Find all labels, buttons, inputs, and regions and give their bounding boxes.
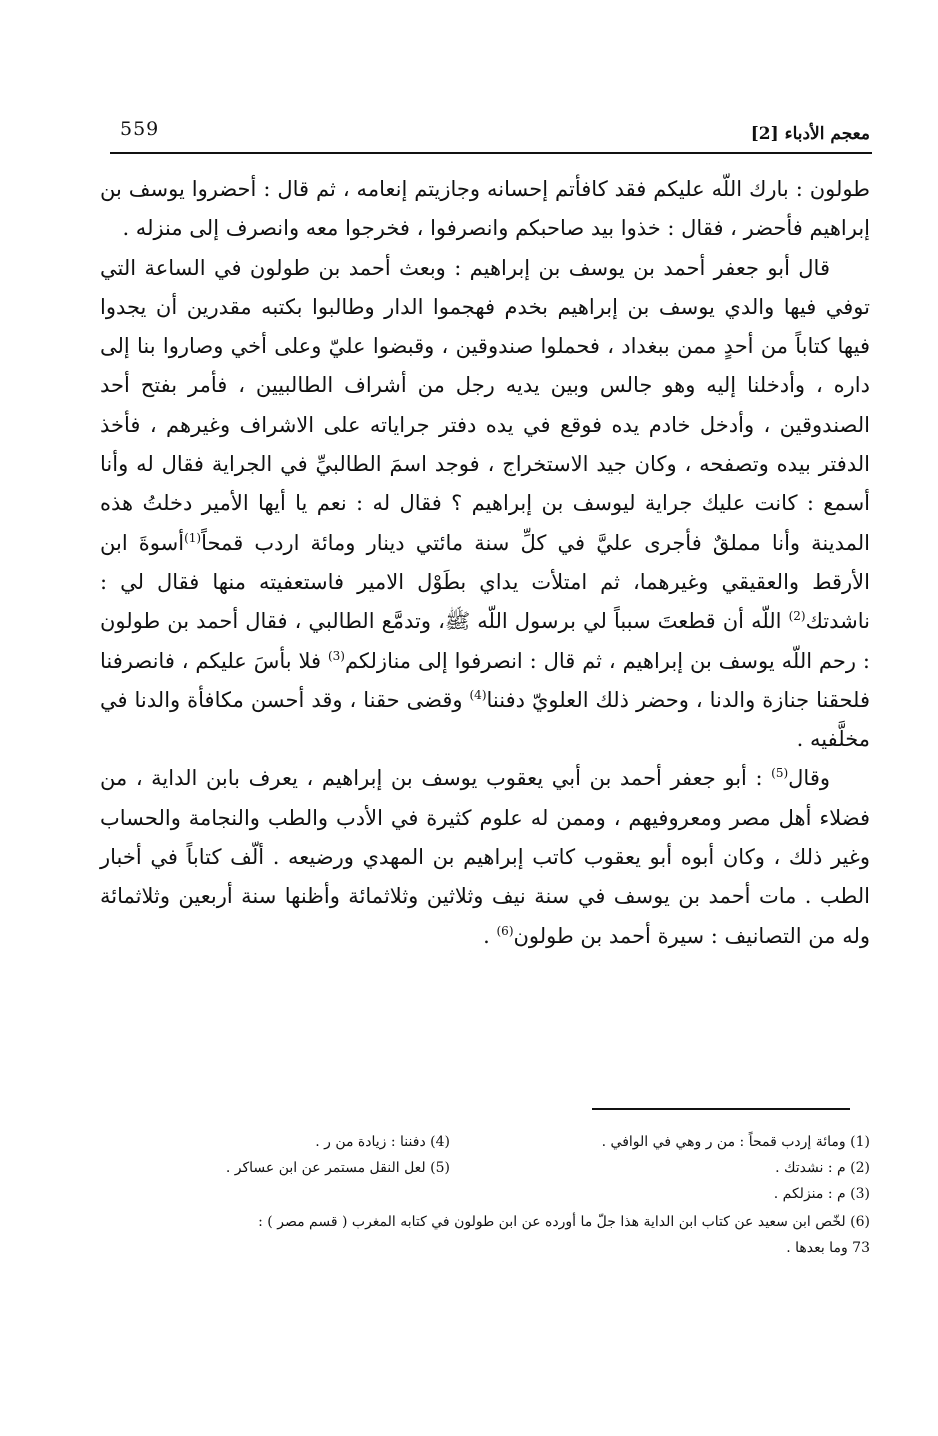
paragraph-3-text-b: : أبو جعفر أحمد بن أبي يعقوب يوسف بن إبراهيم ، يعرف بابن الداية ، من فضلاء أهل مصر ومعروفيهم ، وممن له علوم كثيرة في الأدب والطب والنجامة والحساب وغير ذلك ، وكان أبوه أبو يعقوب كاتب إبراهيم بن المهدي ورضيعه . ألّف كتاباً في أخبار الطب . مات أحمد بن يوسف في سنة نيف وثلاثين وثلاثمائة وأظنها سنة أربعين وثلاثمائة وله من التصانيف : سيرة أحمد بن طولون [100, 766, 870, 948]
footnote-1: (1) ومائة إردب قمحاً : من ر وهي في الوافي . [601, 1134, 870, 1150]
footnote-divider [592, 1108, 850, 1110]
footnotes [100, 1130, 870, 1262]
footnotes-column-left [100, 1130, 450, 1208]
footnote-ref-1[interactable]: (1) [184, 530, 202, 545]
paragraph-1 [100, 170, 870, 249]
footnote-6-continuation: 73 وما بعدها . [786, 1240, 870, 1256]
main-text [100, 170, 870, 956]
paragraph-1-text: طولون : بارك اللّه عليكم فقد كافأتم إحسانه وجازيتم إنعامه ، ثم قال : أحضروا يوسف بن إبراهيم فأحضر ، فقال : خذوا بيد صاحبكم وانصرفوا ، فخرجوا معه وانصرف إلى منزله . [100, 177, 870, 241]
footnotes-column-right [470, 1130, 870, 1208]
footnote-ref-2[interactable]: (2) [788, 609, 806, 624]
footnote-6: (6) لخّص ابن سعيد عن كتاب ابن الداية هذا جلّ ما أورده عن ابن طولون في كتابه المغرب ( قسم مصر ) : [258, 1214, 870, 1230]
paragraph-2-text-d: فلا بأسَ عليكم ، فانصرفنا فلحقنا جنازة والدنا ، وحضر ذلك العلويّ دفننا [100, 648, 870, 712]
footnote-ref-3[interactable]: (3) [327, 648, 345, 663]
paragraph-3-text-c: . [483, 923, 497, 948]
footnote-3: (3) م : منزلكم . [773, 1186, 870, 1202]
paragraph-2-text-c: اللّه أن قطعتَ سبباً لي برسول اللّه ﷺ، وتدمَّع الطالبي ، فقال أحمد بن طولون : رحم اللّه يوسف بن إبراهيم ، ثم قال : انصرفوا إلى منازلكم [100, 609, 871, 673]
paragraph-3 [100, 759, 870, 955]
footnote-5: (5) لعل النقل مستمر عن ابن عساكر . [225, 1160, 450, 1176]
footnote-ref-6[interactable]: (6) [496, 923, 514, 938]
paragraph-3-text-a: وقال [788, 766, 830, 791]
footnote-4: (4) دفننا : زيادة من ر . [315, 1134, 450, 1150]
page-header [110, 112, 870, 152]
footnotes-grid [100, 1130, 870, 1208]
paragraph-2 [100, 249, 870, 760]
paragraph-2-text-b: أسوةَ ابن الأرقط والعقيقي وغيرهما، ثم امتلأت يداي بطَوْل الامير فاستعفيته منها فقال لي : ناشدتك [100, 530, 870, 634]
footnote-2: (2) م : نشدتك . [775, 1160, 870, 1176]
paragraph-2-text-e: وقضى حقنا ، وقد أحسن مكافأة والدنا في مخلَّفيه . [100, 687, 870, 752]
footnote-ref-5[interactable]: (5) [771, 766, 789, 781]
header-divider [110, 152, 872, 154]
page-number: 559 [120, 118, 160, 140]
footnote-ref-4[interactable]: (4) [469, 687, 487, 702]
running-title: معجم الأدباء [2] [750, 124, 870, 144]
paragraph-2-text-a: قال أبو جعفر أحمد بن يوسف بن إبراهيم : وبعث أحمد بن طولون في الساعة التي توفي فيها والدي يوسف بن إبراهيم بخدم فهجموا الدار وطالبوا بكتبه مقدرين أن يجدوا فيها كتاباً من أحدٍ ممن ببغداد ، فحملوا صندوقين ، وقبضوا عليّ وعلى أخي وصاروا بنا إلى داره ، وأدخلنا إليه وهو جالس وبين يديه رجل من أشراف الطالبيين ، فأمر بفتح أحد الصندوقين ، وأدخل خادم يده فوقع في يده دفتر جراياته على الاشراف وغيرهم ، فأخذ الدفتر بيده وتصفحه ، وكان جيد الاستخراج ، فوجد اسمَ الطالبيِّ في الجراية فقال له وأنا أسمع : كانت عليك جراية ليوسف بن إبراهيم ؟ فقال له : نعم يا أيها الأمير دخلتُ هذه المدينة وأنا مملقٌ فأجرى عليَّ في كلِّ سنة مائتي دينار ومائة اردب قمحاً [100, 255, 871, 555]
